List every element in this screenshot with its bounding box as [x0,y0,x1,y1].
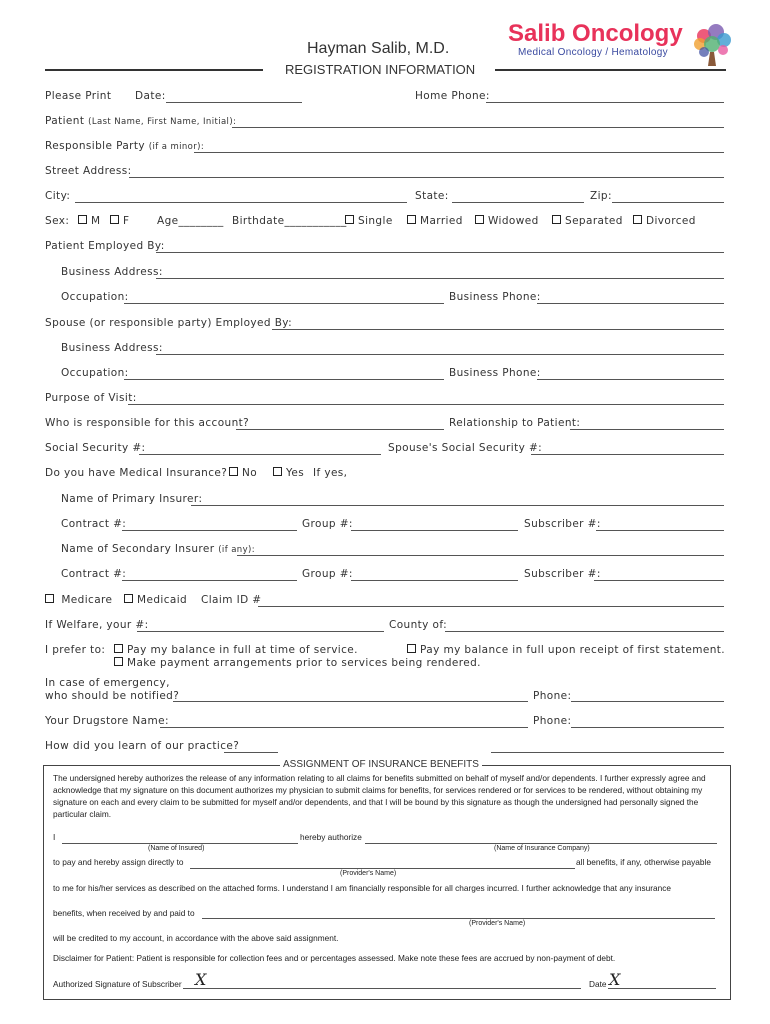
status-widowed-option[interactable]: Widowed [475,215,539,227]
relationship-field[interactable] [570,429,724,430]
emergency-field[interactable] [173,701,528,702]
checkbox-icon[interactable] [45,594,54,603]
auth-signature-field[interactable] [183,988,581,989]
pay-statement-option[interactable]: Pay my balance in full upon receipt of first statement. [407,644,725,656]
age-field[interactable]: Age________ [157,215,224,227]
spouse-employed-label: Spouse (or responsible party) Employed By: [45,317,293,329]
city-label: City: [45,190,71,202]
status-married-option[interactable]: Married [407,215,463,227]
brand-subtitle: Medical Oncology / Hematology [518,47,668,58]
spouse-occupation-field[interactable] [124,379,444,380]
checkbox-icon[interactable] [633,215,642,224]
status-separated-option[interactable]: Separated [552,215,623,227]
name-insured-field[interactable] [62,843,298,844]
contract-field[interactable] [122,530,297,531]
occupation-field[interactable] [124,303,444,304]
spouse-employed-field[interactable] [272,329,724,330]
purpose-label: Purpose of Visit: [45,392,137,404]
disclaimer-text: Disclaimer for Patient: Patient is responsible for collection fees and or percentages assessed. Make note these fees are accrued by non-payment of debt. [53,953,616,963]
assignment-para-2: to me for his/her services as described on the attached forms. I understand I am financially responsible for all charges incurred. I further acknowledge that any insurance [53,883,671,893]
home-phone-field[interactable] [486,102,724,103]
contract-2-field[interactable] [122,580,297,581]
relationship-label: Relationship to Patient: [449,417,581,429]
learn-field-right[interactable] [491,752,724,753]
patient-name-field[interactable] [232,127,724,128]
tree-logo-icon [690,22,734,68]
assignment-para-line-3: signature on each and every claim to be submitted for myself and/or dependents, and that I will be bound by this signature as though the undersigned had personally signed the [53,797,699,807]
spouse-occupation-label: Occupation: [61,367,129,379]
spouse-business-address-field[interactable] [156,354,724,355]
medical-insurance-label: Do you have Medical Insurance? [45,467,228,479]
please-print-label: Please Print [45,90,112,102]
business-phone-label: Business Phone: [449,291,541,303]
provider-name-caption: (Provider's Name) [340,870,397,877]
city-field[interactable] [75,202,407,203]
form-title: REGISTRATION INFORMATION [285,62,476,77]
who-responsible-label: Who is responsible for this account? [45,417,250,429]
prefer-label: I prefer to: [45,644,106,656]
pay-full-option[interactable]: Pay my balance in full at time of service. [114,644,358,656]
provider-name-2-field[interactable] [202,918,715,919]
emergency-phone-field[interactable] [571,701,724,702]
group-label: Group #: [302,518,353,530]
medicaid-option[interactable]: Medicaid [124,594,187,606]
header-rule-right [495,69,726,71]
emergency-phone-label: Phone: [533,690,572,702]
patient-employed-label: Patient Employed By: [45,240,165,252]
purpose-field[interactable] [128,404,724,405]
emergency-label-2: who should be notified? [45,690,180,702]
welfare-label: If Welfare, your #: [45,619,149,631]
drugstore-label: Your Drugstore Name: [45,715,169,727]
date-x-mark: X [609,970,621,989]
all-benefits-label: all benefits, if any, otherwise payable [576,857,711,867]
assignment-title: ASSIGNMENT OF INSURANCE BENEFITS [280,759,482,770]
subscriber-label: Subscriber #: [524,518,601,530]
spouse-ssn-label: Spouse's Social Security #: [388,442,543,454]
header-rule-left [45,69,263,71]
learn-label: How did you learn of our practice? [45,740,240,752]
status-divorced-option[interactable]: Divorced [633,215,696,227]
street-address-field[interactable] [129,177,724,178]
auth-signature-label: Authorized Signature of Subscriber [53,979,182,989]
drugstore-phone-field[interactable] [571,727,724,728]
checkbox-icon[interactable] [407,644,416,653]
ssn-field[interactable] [139,454,381,455]
if-yes-label: If yes, [313,467,348,479]
checkbox-icon[interactable] [114,644,123,653]
spouse-business-address-label: Business Address: [61,342,163,354]
county-field[interactable] [445,631,724,632]
claim-id-label: Claim ID # [201,594,262,606]
emergency-label-1: In case of emergency, [45,677,170,689]
responsible-party-field[interactable] [194,152,724,153]
primary-insurer-label: Name of Primary Insurer: [61,493,203,505]
provider-name-2-caption: (Provider's Name) [469,920,526,927]
pay-assign-label: to pay and hereby assign directly to [53,857,184,867]
credited-text: will be credited to my account, in accordance with the above said assignment. [53,933,339,943]
subscriber-field[interactable] [596,530,724,531]
checkbox-icon[interactable] [345,215,354,224]
status-single-option[interactable]: Single [345,215,393,227]
sex-label: Sex: [45,215,70,227]
checkbox-icon[interactable] [229,467,238,476]
patient-label: Patient (Last Name, First Name, Initial): [45,115,237,127]
checkbox-icon[interactable] [475,215,484,224]
hereby-label: hereby authorize [300,832,362,842]
signature-x-mark: X [195,970,207,989]
primary-insurer-field[interactable] [191,505,724,506]
zip-label: Zip: [590,190,612,202]
date-label: Date: [135,90,166,102]
insurance-yes-option[interactable]: Yes [273,467,304,479]
business-address-label: Business Address: [61,266,163,278]
home-phone-label: Home Phone: [415,90,490,102]
group-field[interactable] [351,530,518,531]
insurance-no-option[interactable]: No [229,467,257,479]
assignment-para-line-1: The undersigned hereby authorizes the release of any information relating to all claims for benefits submitted on behalf of myself and/or dependents. I further expressly agree and [53,773,706,783]
assignment-para-line-2: acknowledge that my signature on this document authorizes my physician to submit claims for benefits, for services rendered or for services to be rendered, without obtaining my [53,785,703,795]
date-field[interactable] [166,102,302,103]
group-2-label: Group #: [302,568,353,580]
who-responsible-field[interactable] [236,429,444,430]
zip-field[interactable] [612,202,724,203]
sign-date-field[interactable] [608,988,716,989]
sign-date-label: Date [589,979,607,989]
brand-name: Salib Oncology [508,20,683,47]
spouse-business-phone-label: Business Phone: [449,367,541,379]
spouse-business-phone-field[interactable] [537,379,724,380]
secondary-insurer-field[interactable] [237,555,724,556]
state-label: State: [415,190,449,202]
occupation-label: Occupation: [61,291,129,303]
drugstore-field[interactable] [160,727,528,728]
name-insured-caption: (Name of Insured) [148,845,205,852]
ssn-label: Social Security #: [45,442,146,454]
medicare-option[interactable]: Medicare [45,594,112,606]
assignment-para-line-4: particular claim. [53,809,112,819]
checkbox-icon[interactable] [78,215,87,224]
i-label: I [53,832,56,842]
street-address-label: Street Address: [45,165,132,177]
subscriber-2-label: Subscriber #: [524,568,601,580]
birthdate-field[interactable]: Birthdate___________ [232,215,347,227]
name-company-caption: (Name of Insurance Company) [494,845,590,852]
welfare-field[interactable] [137,631,384,632]
arrangements-option[interactable]: Make payment arrangements prior to services being rendered. [114,657,481,669]
group-2-field[interactable] [351,580,518,581]
learn-field-left[interactable] [224,752,278,753]
checkbox-icon[interactable] [407,215,416,224]
sex-m-option[interactable]: M [78,215,100,227]
business-address-field[interactable] [156,278,724,279]
provider-name-field[interactable] [190,868,575,869]
business-phone-field[interactable] [537,303,724,304]
state-field[interactable] [452,202,584,203]
spouse-ssn-field[interactable] [531,454,724,455]
patient-employed-field[interactable] [156,252,724,253]
drugstore-phone-label: Phone: [533,715,572,727]
benefits-paid-label: benefits, when received by and paid to [53,908,195,918]
county-label: County of: [389,619,448,631]
responsible-party-label: Responsible Party (if a minor): [45,140,205,152]
checkbox-icon[interactable] [110,215,119,224]
doctor-name: Hayman Salib, M.D. [307,40,450,57]
insurance-company-field[interactable] [365,843,717,844]
secondary-insurer-label: Name of Secondary Insurer (if any): [61,543,255,555]
claim-id-field[interactable] [258,606,724,607]
checkbox-icon[interactable] [273,467,282,476]
subscriber-2-field[interactable] [594,580,724,581]
sex-f-option[interactable]: F [110,215,129,227]
checkbox-icon[interactable] [552,215,561,224]
checkbox-icon[interactable] [114,657,123,666]
contract-label: Contract #: [61,518,127,530]
contract-2-label: Contract #: [61,568,127,580]
checkbox-icon[interactable] [124,594,133,603]
